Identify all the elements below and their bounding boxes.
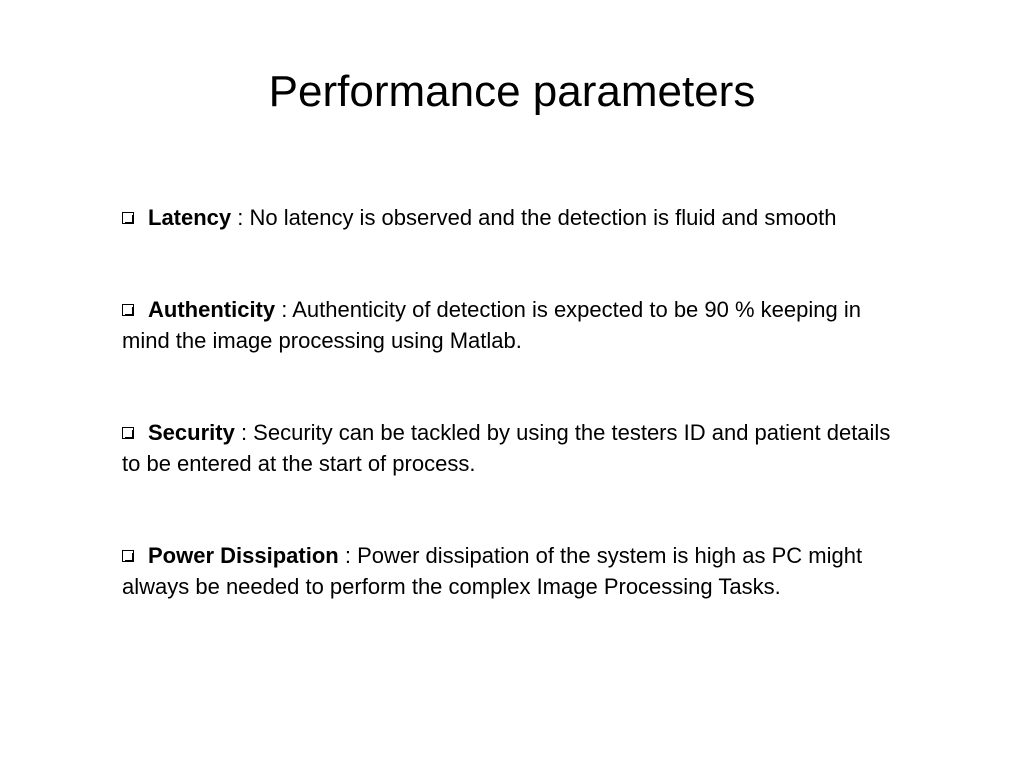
bullet-separator: : [275, 297, 293, 322]
bullet-term: Latency [148, 205, 232, 230]
bullet-text: Authenticity of detection is expected to be 90 % keeping in mind the image processing using Matlab. [122, 297, 861, 353]
bullet-text: No latency is observed and the detection is fluid and smooth [249, 205, 837, 230]
bullet-separator: : [234, 420, 254, 445]
bullet-security [122, 417, 912, 479]
bullet-separator: : [231, 205, 250, 230]
bullet-term: Authenticity [148, 297, 276, 322]
bullet-latency [122, 202, 912, 233]
bullet-term: Power Dissipation [148, 543, 339, 568]
checkbox-bullet-icon [122, 304, 134, 316]
bullet-list [122, 202, 912, 602]
bullet-text: Security can be tackled by using the testers ID and patient details to be entered at the start of process. [122, 420, 891, 476]
checkbox-bullet-icon [122, 427, 134, 439]
bullet-term: Security [148, 420, 235, 445]
slide-title: Performance parameters [268, 67, 756, 116]
bullet-authenticity [122, 294, 912, 356]
bullet-power-dissipation [122, 540, 912, 602]
bullet-text: Power dissipation of the system is high as PC might always be needed to perform the complex Image Processing Tasks. [122, 543, 863, 599]
checkbox-bullet-icon [122, 550, 134, 562]
bullet-separator: : [338, 543, 358, 568]
checkbox-bullet-icon [122, 212, 134, 224]
